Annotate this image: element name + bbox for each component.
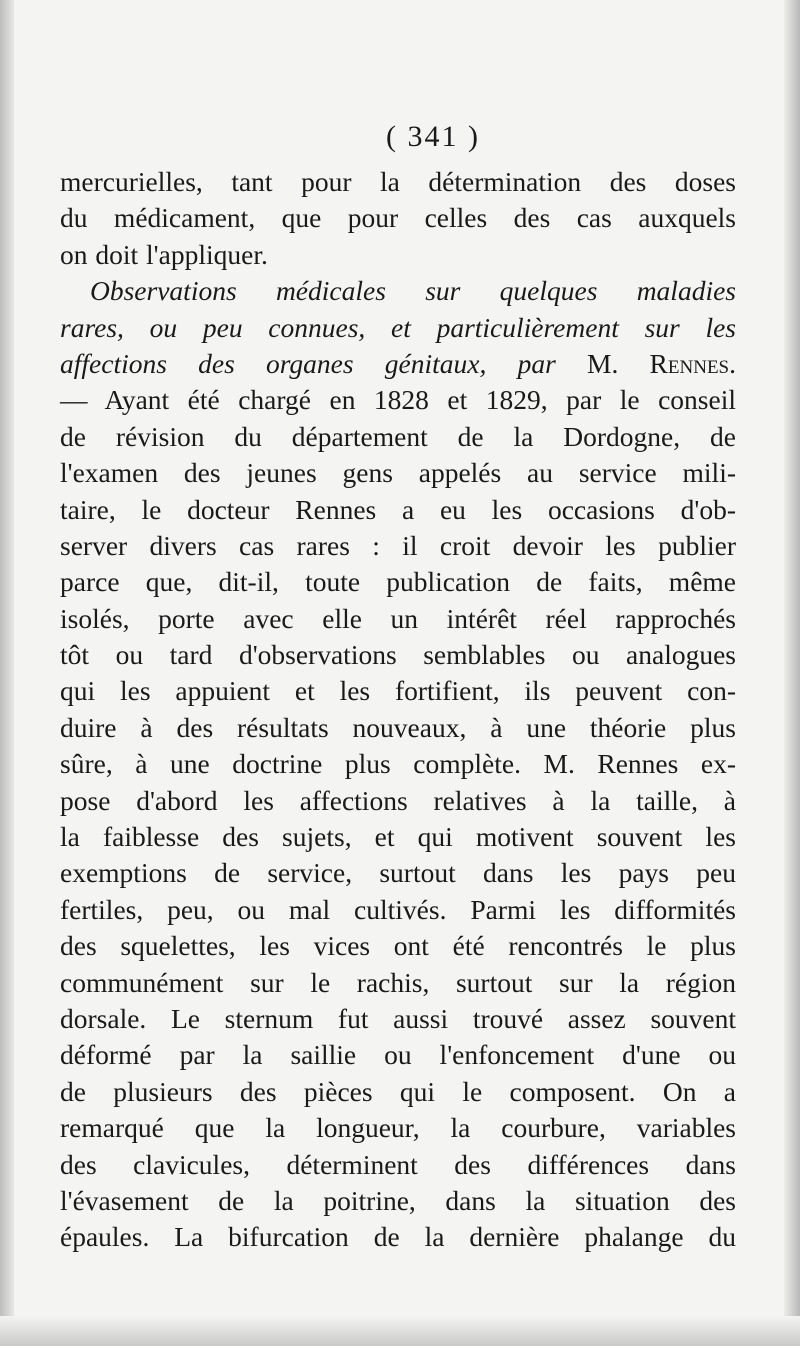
text-line <box>60 965 736 1001</box>
scan-edge-bottom <box>0 1316 800 1346</box>
text-line-content: déformé par la saillie ou l'enfoncement d'une ou <box>60 1039 736 1071</box>
text-line <box>60 1183 736 1219</box>
text-line <box>60 637 736 673</box>
text-line <box>60 673 736 709</box>
text-line <box>60 892 736 928</box>
author-prefix: M. <box>555 347 650 379</box>
text-line <box>60 1219 736 1255</box>
text-line <box>60 419 736 455</box>
text-line <box>60 855 736 891</box>
text-line-content: fertiles, peu, ou mal cultivés. Parmi les difformités <box>60 893 736 925</box>
text-line-content: taire, le docteur Rennes a eu les occasions d'ob- <box>60 493 736 525</box>
text-line <box>60 928 736 964</box>
text-line-content: remarqué que la longueur, la courbure, variables <box>60 1112 736 1144</box>
text-line-content: mercurielles, tant pour la détermination des doses <box>60 166 736 197</box>
text-line-content: des clavicules, déterminent des différences dans <box>60 1148 736 1180</box>
text-line <box>60 528 736 564</box>
text-line <box>60 783 736 819</box>
text-line <box>60 746 736 782</box>
text-line-content: qui les appuient et les fortifient, ils peuvent con- <box>60 675 736 707</box>
text-line-content: l'évasement de la poitrine, dans la situation des <box>60 1184 736 1216</box>
text-line-content: parce que, dit-il, toute publication de faits, même <box>60 566 736 598</box>
text-line <box>60 1037 736 1073</box>
text-line-content: de plusieurs des pièces qui le composent. On a <box>60 1075 736 1107</box>
text-line <box>60 601 736 637</box>
text-line-content: Observations médicales sur quelques maladies <box>90 275 736 307</box>
book-page <box>60 112 736 1256</box>
text-line-content: des squelettes, les vices ont été rencontrés le plus <box>60 930 736 962</box>
text-line <box>60 819 736 855</box>
text-line-content: isolés, porte avec elle un intérêt réel rapprochés <box>60 602 736 634</box>
text-line-content: pose d'abord les affections relatives à la taille, à <box>60 784 736 816</box>
text-line-content: exemptions de service, surtout dans les pays peu <box>60 857 736 889</box>
text-line-content: épaules. La bifurcation de la dernière phalange du <box>60 1221 736 1253</box>
text-line-content: de révision du département de la Dordogne, de <box>60 420 736 452</box>
text-line <box>60 237 736 273</box>
text-line <box>60 273 736 309</box>
body-text <box>60 164 736 1256</box>
text-line <box>60 1074 736 1110</box>
text-line-content: du médicament, que pour celles des cas auxquels <box>60 202 736 234</box>
page-number: ( 341 ) <box>386 120 480 153</box>
text-line <box>60 1147 736 1183</box>
scan-edge-right <box>784 0 800 1346</box>
text-line-content: rares, ou peu connues, et particulièrement sur les <box>60 311 736 343</box>
text-line <box>60 1001 736 1037</box>
text-line-content: — Ayant été chargé en 1828 et 1829, par le conseil <box>60 384 736 416</box>
text-line-content: la faiblesse des sujets, et qui motivent souvent les <box>60 821 736 853</box>
text-line-content: server divers cas rares : il croit devoir les publier <box>60 529 736 561</box>
text-line-content: affections des organes génitaux, par <box>60 347 556 379</box>
text-line <box>60 164 736 200</box>
scan-edge-left <box>0 0 14 1346</box>
text-line <box>60 382 736 418</box>
text-line-content: tôt ou tard d'observations semblables ou analogues <box>60 639 736 671</box>
text-line <box>60 455 736 491</box>
text-line-content: dorsale. Le sternum fut aussi trouvé assez souvent <box>60 1002 736 1034</box>
text-line <box>60 564 736 600</box>
text-line <box>60 492 736 528</box>
author-name: Rennes. <box>649 347 736 379</box>
text-line-content: on doit l'appliquer. <box>60 238 268 270</box>
text-line-content: duire à des résultats nouveaux, à une théorie plus <box>60 711 736 743</box>
text-line <box>60 710 736 746</box>
text-line <box>60 310 736 346</box>
text-line-content: communément sur le rachis, surtout sur la région <box>60 966 736 998</box>
text-line <box>60 1110 736 1146</box>
text-line <box>60 200 736 236</box>
text-line-content: sûre, à une doctrine plus complète. M. Rennes ex- <box>60 748 736 780</box>
text-line <box>60 346 736 382</box>
text-line-content: l'examen des jeunes gens appelés au service mili- <box>60 457 736 489</box>
